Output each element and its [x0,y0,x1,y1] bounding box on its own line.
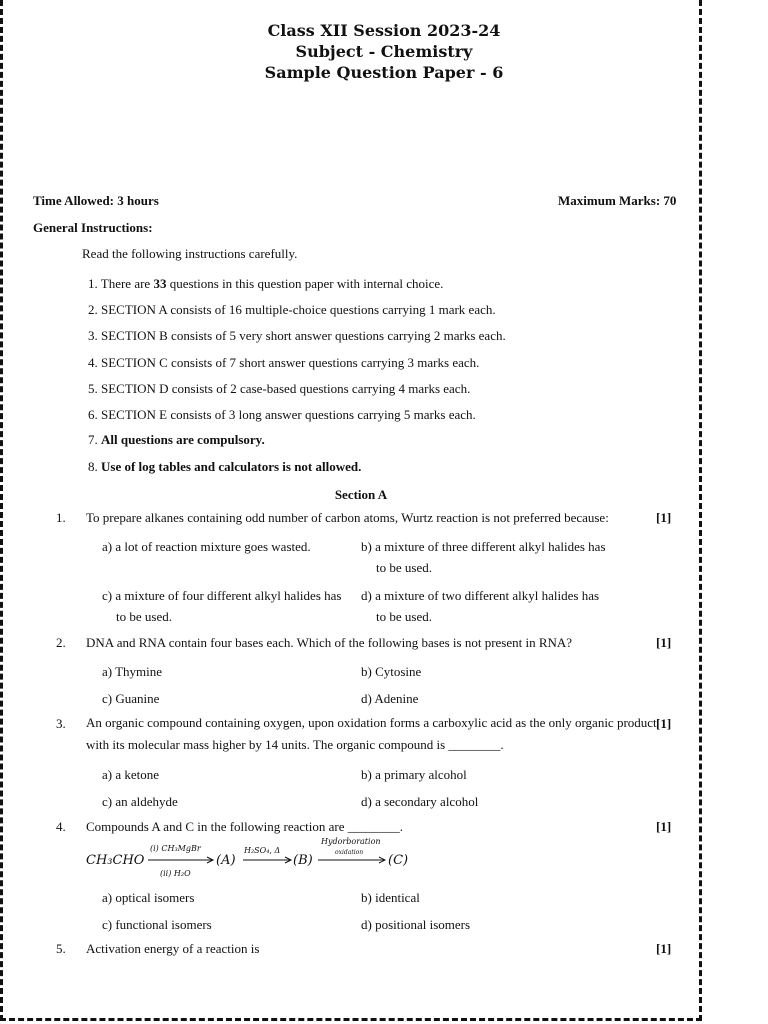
question-3-option-b: b) a primary alcohol [361,767,467,782]
question-1-option-b [361,536,606,578]
reaction-product-c: (C) [388,853,409,868]
question-4-reaction-scheme [86,836,416,880]
instruction-item-4: 4. SECTION C consists of 7 short answer questions carrying 3 marks each. [88,355,480,370]
question-1-marks: [1] [656,510,672,525]
instruction-item-8-text: Use of log tables and calculators is not allowed. [101,459,362,474]
reaction-step1-workup: (ii) H₂O [160,869,191,878]
instruction-item-7 [88,432,265,448]
question-2-number: 2. [56,635,66,650]
instructions-intro: Read the following instructions carefully. [82,246,298,261]
question-4-option-b: b) identical [361,890,420,905]
header-subject: Subject - Chemistry [295,42,473,61]
reaction-step1-reagent: (i) CH₃MgBr [150,844,201,853]
question-1-number: 1. [56,510,66,525]
instruction-item-8 [88,459,361,475]
question-2-option-b: b) Cytosine [361,664,422,679]
question-2-option-d: d) Adenine [361,691,419,706]
question-4-option-d: d) positional isomers [361,917,471,932]
question-1-option-c-line2: to be used. [116,609,172,624]
question-2-marks: [1] [656,635,672,650]
instruction-item-6: 6. SECTION E consists of 3 long answer questions carrying 5 marks each. [88,407,476,422]
instruction-item-7-number: 7. [88,432,101,447]
instruction-item-1 [88,276,443,292]
reaction-step3-sub: oxidation [335,849,364,856]
instruction-item-7-text: All questions are compulsory. [101,432,265,447]
reaction-step2-reagent: H₂SO₄, Δ [244,846,281,855]
question-3-number: 3. [56,716,66,731]
question-2-option-c: c) Guanine [102,691,160,706]
question-1-option-c-line1: c) a mixture of four different alkyl halides has [102,588,342,603]
instruction-item-8-number: 8. [88,459,101,474]
question-1-text: To prepare alkanes containing odd number of carbon atoms, Wurtz reaction is not preferred because: [86,510,609,525]
instruction-item-1-post: questions in this question paper with internal choice. [166,276,444,291]
section-a-title: Section A [334,487,388,502]
general-instructions-heading: General Instructions: [33,220,153,235]
question-1-option-b-line1: b) a mixture of three different alkyl halides has [361,539,606,554]
question-1-option-d-line2: to be used. [376,609,432,624]
instruction-item-1-count: 33 [153,276,167,291]
reaction-product-b: (B) [293,853,313,868]
reaction-step3-reagent: Hydorboration [321,837,381,846]
question-4-number: 4. [56,819,66,834]
question-3-text-line1: An organic compound containing oxygen, upon oxidation forms a carboxylic acid as the only organic product [86,715,657,730]
question-5-text: Activation energy of a reaction is [86,941,260,956]
question-1-option-d-line1: d) a mixture of two different alkyl halides has [361,588,600,603]
question-5-number: 5. [56,941,66,956]
question-3-option-c: c) an aldehyde [102,794,178,809]
question-1-option-b-line2: to be used. [376,560,432,575]
question-1-option-a: a) a lot of reaction mixture goes wasted. [102,539,311,554]
instruction-item-5: 5. SECTION D consists of 2 case-based questions carrying 4 marks each. [88,381,471,396]
instruction-item-1-pre: 1. There are [88,276,154,291]
time-allowed: Time Allowed: 3 hours [33,193,159,208]
header-class-session: Class XII Session 2023-24 [267,21,501,40]
instruction-item-2: 2. SECTION A consists of 16 multiple-choice questions carrying 1 mark each. [88,302,496,317]
question-4-option-c: c) functional isomers [102,917,212,932]
question-3-text-line2: with its molecular mass higher by 14 units. The organic compound is ________. [86,737,504,752]
header-paper-title: Sample Question Paper - 6 [264,63,504,82]
question-4-text: Compounds A and C in the following reaction are ________. [86,819,404,834]
question-2-text: DNA and RNA contain four bases each. Which of the following bases is not present in RNA? [86,635,573,650]
paper-header [0,20,768,83]
question-1-option-d [361,585,599,627]
question-2-option-a: a) Thymine [102,664,163,679]
reaction-product-a: (A) [216,853,236,868]
reaction-reactant: CH₃CHO [86,853,145,868]
question-1-option-c [102,585,341,627]
question-5-marks: [1] [656,941,672,956]
instruction-item-3: 3. SECTION B consists of 5 very short answer questions carrying 2 marks each. [88,328,506,343]
maximum-marks: Maximum Marks: 70 [558,193,677,208]
question-4-option-a: a) optical isomers [102,890,195,905]
question-3-marks: [1] [656,716,672,731]
question-3-option-d: d) a secondary alcohol [361,794,479,809]
question-4-marks: [1] [656,819,672,834]
question-3-text [86,712,657,756]
question-3-option-a: a) a ketone [102,767,160,782]
